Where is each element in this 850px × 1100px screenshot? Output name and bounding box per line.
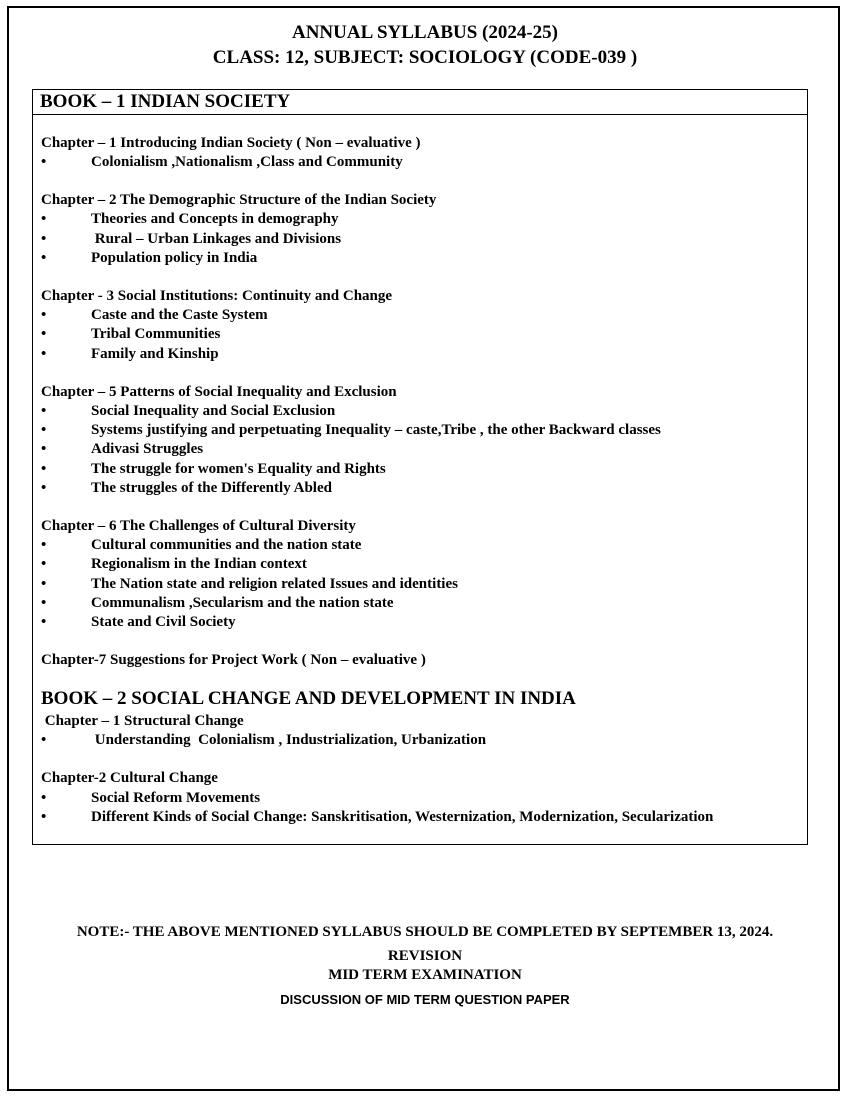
topic-text: Adivasi Struggles [91, 441, 204, 457]
bullet-icon: • [41, 422, 47, 438]
bullet-icon: • [41, 732, 47, 748]
class-subject-title: CLASS: 12, SUBJECT: SOCIOLOGY (CODE-039 ) [212, 47, 638, 68]
bullet-icon: • [41, 595, 47, 611]
topic-text: Theories and Concepts in demography [91, 211, 339, 227]
topic-text: The struggles of the Differently Abled [91, 480, 332, 496]
bullet-icon: • [41, 790, 47, 806]
chapter-title: Chapter-2 Cultural Change [41, 770, 218, 786]
bullet-icon: • [41, 461, 47, 477]
bullet-icon: • [41, 307, 47, 323]
mid-term-label: MID TERM EXAMINATION [328, 967, 522, 983]
chapter-title: Chapter – 2 The Demographic Structure of the Indian Society [41, 192, 437, 208]
topic-text: Different Kinds of Social Change: Sanskritisation, Westernization, Modernization, Secularization [91, 809, 714, 825]
chapter-title: Chapter – 1 Introducing Indian Society ( Non – evaluative ) [41, 135, 421, 151]
topic-text: Social Inequality and Social Exclusion [91, 403, 336, 419]
chapter-title: Chapter – 6 The Challenges of Cultural Diversity [41, 518, 356, 534]
bullet-icon: • [41, 441, 47, 457]
syllabus-content-box [32, 89, 808, 845]
bullet-icon: • [41, 614, 47, 630]
bullet-icon: • [41, 250, 47, 266]
bullet-icon: • [41, 326, 47, 342]
bullet-icon: • [41, 576, 47, 592]
discussion-label: DISCUSSION OF MID TERM QUESTION PAPER [280, 992, 570, 1007]
topic-text: Family and Kinship [91, 346, 219, 362]
topic-text: Rural – Urban Linkages and Divisions [91, 231, 342, 247]
bullet-icon: • [41, 809, 47, 825]
topic-text: Regionalism in the Indian context [91, 556, 307, 572]
topic-text: The struggle for women's Equality and Rights [91, 461, 386, 477]
bullet-icon: • [41, 154, 47, 170]
chapter-title: Chapter – 5 Patterns of Social Inequality and Exclusion [41, 384, 397, 400]
topic-text: Population policy in India [91, 250, 258, 266]
topic-text: Colonialism ,Nationalism ,Class and Community [91, 154, 403, 170]
topic-text: Understanding Colonialism , Industrialization, Urbanization [91, 732, 487, 748]
chapter-title: Chapter – 1 Structural Change [41, 713, 244, 729]
bullet-icon: • [41, 211, 47, 227]
topic-text: State and Civil Society [91, 614, 236, 630]
bullet-icon: • [41, 346, 47, 362]
bullet-icon: • [41, 480, 47, 496]
completion-note: NOTE:- THE ABOVE MENTIONED SYLLABUS SHOULD BE COMPLETED BY SEPTEMBER 13, 2024. [76, 924, 774, 940]
bullet-icon: • [41, 231, 47, 247]
topic-text: Tribal Communities [91, 326, 221, 342]
chapter-title: Chapter - 3 Social Institutions: Continuity and Change [41, 288, 393, 304]
topic-text: Social Reform Movements [91, 790, 261, 806]
chapter-title: Chapter-7 Suggestions for Project Work ( Non – evaluative ) [41, 652, 426, 668]
topic-text: Caste and the Caste System [91, 307, 268, 323]
bullet-icon: • [41, 556, 47, 572]
syllabus-title: ANNUAL SYLLABUS (2024-25) [291, 22, 559, 43]
topic-text: The Nation state and religion related Issues and identities [91, 576, 458, 592]
topic-text: Cultural communities and the nation state [91, 537, 362, 553]
topic-text: Systems justifying and perpetuating Inequality – caste,Tribe , the other Backward classes [91, 422, 661, 438]
topic-text: Communalism ,Secularism and the nation state [91, 595, 394, 611]
book2-heading: BOOK – 2 SOCIAL CHANGE AND DEVELOPMENT IN INDIA [41, 688, 576, 709]
book1-heading: BOOK – 1 INDIAN SOCIETY [33, 90, 807, 115]
revision-label: REVISION [387, 948, 463, 964]
bullet-icon: • [41, 537, 47, 553]
bullet-icon: • [41, 403, 47, 419]
